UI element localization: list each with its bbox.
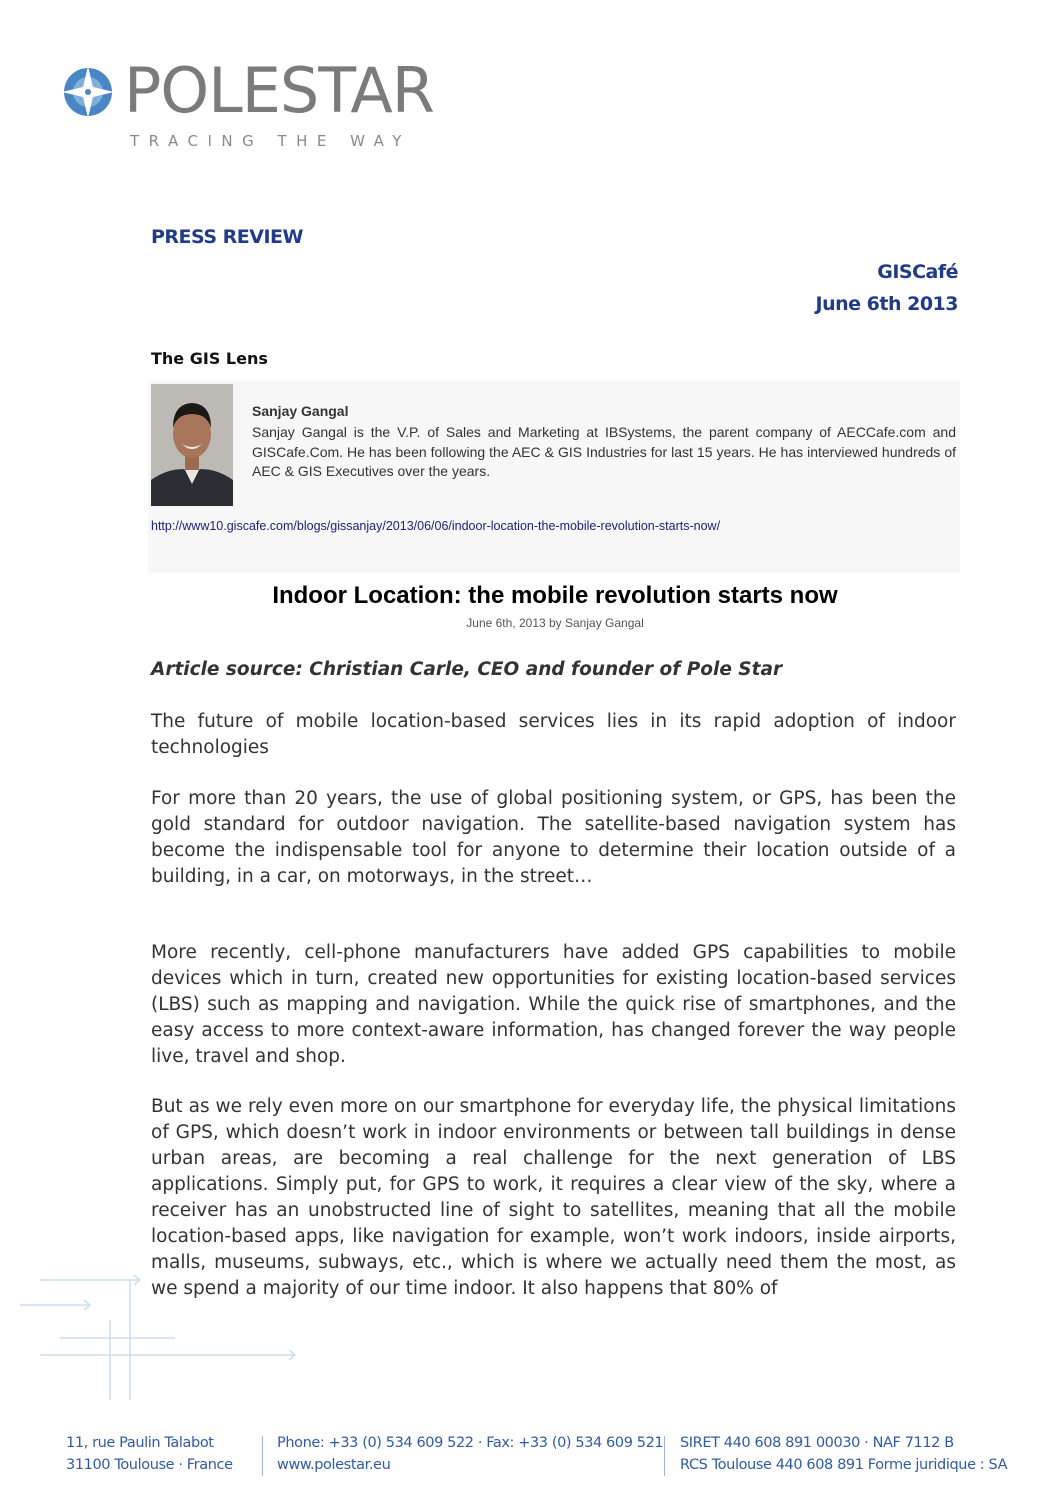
article-source: Article source: Christian Carle, CEO and founder of Pole Star <box>151 659 783 680</box>
compass-star-icon <box>62 66 114 118</box>
footer-divider <box>664 1436 665 1476</box>
publication-date: June 6th 2013 <box>815 293 958 315</box>
publication-info <box>816 256 958 320</box>
company-logo <box>62 54 482 160</box>
footer-website-link[interactable]: www.polestar.eu <box>277 1457 391 1473</box>
footer-address-line: 31100 Toulouse · France <box>66 1457 233 1473</box>
article-title: Indoor Location: the mobile revolution starts now <box>272 582 838 609</box>
blog-title: The GIS Lens <box>151 349 268 368</box>
decorative-arrows-icon <box>0 1250 320 1400</box>
article-url-link[interactable]: http://www10.giscafe.com/blogs/gissanjay/2013/06/06/indoor-location-the-mobile-revolution-starts-now/ <box>151 519 721 533</box>
author-name: Sanjay Gangal <box>252 403 349 419</box>
footer-address-line: 11, rue Paulin Talabot <box>66 1435 214 1451</box>
author-portrait-icon <box>151 384 233 506</box>
article-byline: June 6th, 2013 by Sanjay Gangal <box>466 616 644 630</box>
article-paragraph: The future of mobile location-based services lies in its rapid adoption of indoor technologies <box>151 711 956 758</box>
article-paragraph: For more than 20 years, the use of global positioning system, or GPS, has been the gold standard for outdoor navigation. The satellite-based navigation system has become the indispensable tool for anyone to determine their location outside of a building, in a car, on motorways, in the street… <box>151 788 956 887</box>
article-paragraph: More recently, cell-phone manufacturers have added GPS capabilities to mobile devices which in turn, created new opportunities for existing location-based services (LBS) such as mapping and navigation. While the quick rise of smartphones, and the easy access to more context-aware information, has changed forever the way people live, travel and shop. <box>151 942 956 1067</box>
footer-contact <box>277 1432 663 1476</box>
footer-legal-line: SIRET 440 608 891 00030 · NAF 7112 B <box>680 1435 954 1451</box>
logo-tagline: TRACING THE WAY <box>130 132 411 150</box>
publication-name: GISCafé <box>877 261 958 283</box>
footer-legal-line: RCS Toulouse 440 608 891 Forme juridique : SA <box>680 1457 1008 1473</box>
author-box <box>148 381 960 573</box>
article-paragraph: But as we rely even more on our smartphone for everyday life, the physical limitations of GPS, which doesn’t work in indoor environments or between tall buildings in dense urban areas, are becoming a real challenge for the next generation of LBS applications. Simply put, for GPS to work, it requires a clear view of the sky, where a receiver has an unobstructed line of sight to satellites, meaning that all the mobile location-based apps, like navigation for example, won’t work indoors, inside airports, malls, museums, subways, etc., which is where we actually need them the most, as we spend a majority of our time indoor. It also happens that 80% of <box>151 1096 956 1299</box>
logo-wordmark: POLESTAR <box>124 54 434 127</box>
section-label: PRESS REVIEW <box>151 226 303 248</box>
author-bio: Sanjay Gangal is the V.P. of Sales and Marketing at IBSystems, the parent company of AECCafe.com and GISCafe.Com. He has been following the AEC & GIS Industries for last 15 years. He has interviewed hundreds of AEC & GIS Executives over the years. <box>252 424 956 479</box>
footer-phone-fax: Phone: +33 (0) 534 609 522 · Fax: +33 (0) 534 609 521 <box>277 1435 664 1451</box>
footer-legal <box>680 1432 1007 1476</box>
footer-address <box>66 1432 233 1476</box>
author-photo <box>151 384 233 506</box>
footer-divider <box>262 1436 263 1476</box>
